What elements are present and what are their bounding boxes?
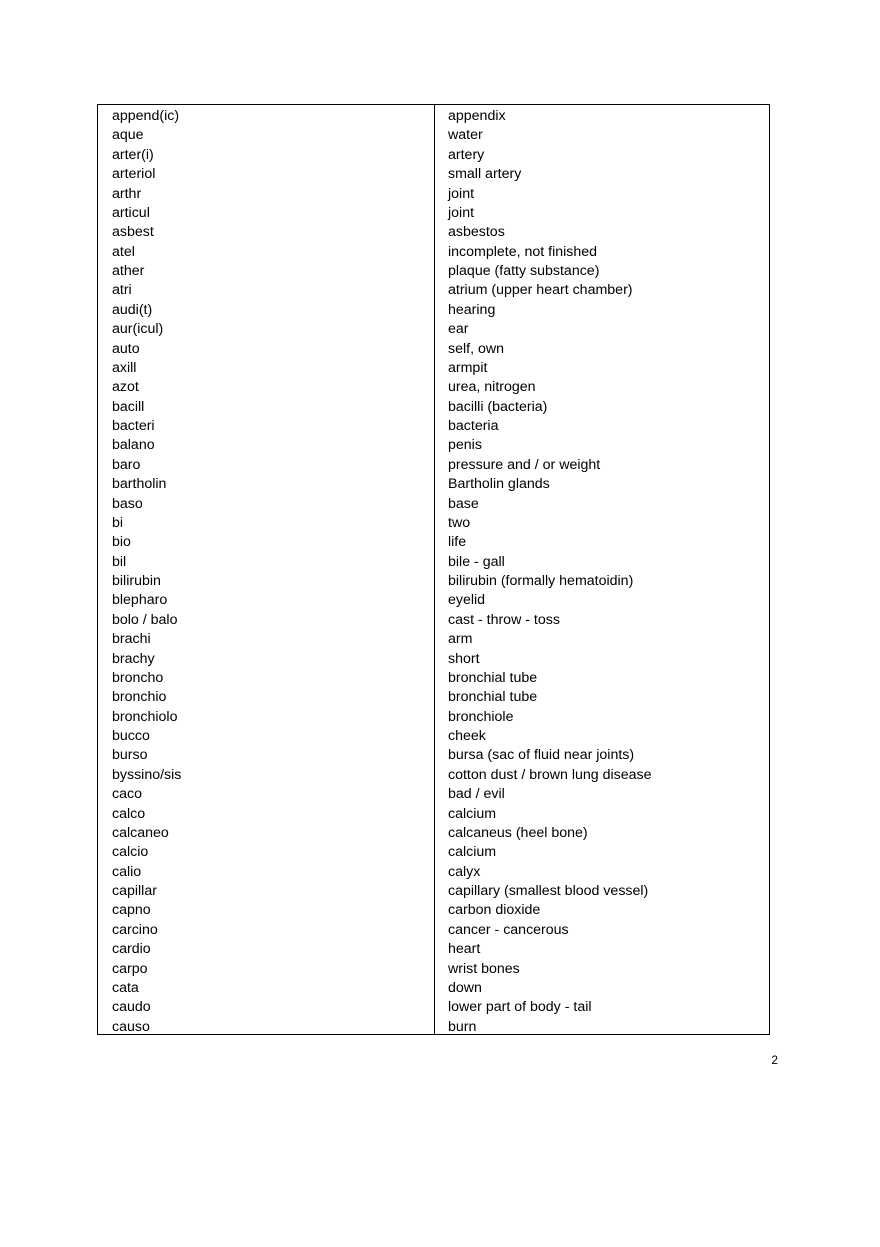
term-meaning: bile - gall <box>448 553 505 570</box>
term-meaning: short <box>448 650 480 667</box>
term-meaning: hearing <box>448 301 496 318</box>
term-meaning: joint <box>448 185 475 202</box>
term-root: capno <box>112 902 151 919</box>
term-meaning: down <box>448 979 482 996</box>
term-root: balano <box>112 437 155 454</box>
term-root: asbest <box>112 224 154 241</box>
term-root: caudo <box>112 999 151 1016</box>
term-meaning: carbon dioxide <box>448 902 541 919</box>
page-number: 2 <box>771 1053 778 1067</box>
term-meaning: lower part of body - tail <box>448 999 592 1016</box>
term-root: articul <box>112 204 150 221</box>
term-root: append(ic) <box>112 108 180 124</box>
term-meaning: cast - throw - toss <box>448 611 560 628</box>
term-meaning: joint <box>448 204 475 221</box>
term-meaning: capillary (smallest blood vessel) <box>448 883 649 899</box>
term-root: caco <box>112 786 142 803</box>
term-root: auto <box>112 340 140 357</box>
term-root: cardio <box>112 941 151 958</box>
term-root: calco <box>112 805 146 822</box>
term-root: carcino <box>112 921 158 938</box>
term-meaning: bronchiole <box>448 708 514 725</box>
term-root: bi <box>112 514 124 531</box>
term-root: baso <box>112 495 143 512</box>
term-root: audi(t) <box>112 301 153 318</box>
term-root: bronchiolo <box>112 708 178 725</box>
term-meaning: plaque (fatty substance) <box>448 263 600 279</box>
term-root: bilirubin <box>112 573 161 589</box>
term-meaning: life <box>448 534 467 551</box>
term-root: calcio <box>112 844 149 861</box>
term-root: azot <box>112 379 139 396</box>
term-meaning: calcium <box>448 844 497 861</box>
term-root: baro <box>112 456 141 473</box>
term-root: axill <box>112 359 137 376</box>
term-root: broncho <box>112 669 164 686</box>
term-meaning: bronchial tube <box>448 689 538 706</box>
roots-column <box>112 107 422 1037</box>
term-root: calio <box>112 863 142 880</box>
term-root: ather <box>112 263 145 279</box>
term-meaning: urea, nitrogen <box>448 379 536 396</box>
term-root: arter(i) <box>112 146 154 163</box>
term-meaning: self, own <box>448 340 504 357</box>
term-root: brachy <box>112 650 155 667</box>
term-meaning: heart <box>448 941 481 958</box>
term-meaning: cancer - cancerous <box>448 921 569 938</box>
term-meaning: ear <box>448 321 469 338</box>
term-meaning: bronchial tube <box>448 669 538 686</box>
term-root: carpo <box>112 960 148 977</box>
term-meaning: appendix <box>448 108 506 124</box>
term-meaning: atrium (upper heart chamber) <box>448 282 633 299</box>
term-meaning: armpit <box>448 359 488 376</box>
term-meaning: bacteria <box>448 418 499 434</box>
term-root: blepharo <box>112 592 168 609</box>
term-meaning: calyx <box>448 863 481 880</box>
term-meaning: incomplete, not finished <box>448 243 598 260</box>
term-meaning: penis <box>448 437 482 454</box>
term-meaning: wrist bones <box>448 960 520 977</box>
term-meaning: Bartholin glands <box>448 476 550 493</box>
term-meaning: arm <box>448 631 473 648</box>
term-meaning: bilirubin (formally hematoidin) <box>448 573 634 589</box>
term-meaning: cheek <box>448 728 486 744</box>
term-meaning: water <box>448 127 483 144</box>
term-root: aque <box>112 127 144 144</box>
term-root: atel <box>112 243 135 260</box>
term-meaning: eyelid <box>448 592 486 609</box>
term-meaning: artery <box>448 146 485 163</box>
term-root: bacill <box>112 398 145 415</box>
term-root: arteriol <box>112 166 156 183</box>
term-root: brachi <box>112 631 151 648</box>
term-root: causo <box>112 1018 150 1035</box>
meanings-column <box>448 107 766 1037</box>
term-meaning: bad / evil <box>448 786 505 803</box>
term-meaning: cotton dust / brown lung disease <box>448 766 652 783</box>
term-root: bio <box>112 534 131 551</box>
term-meaning: burn <box>448 1018 477 1035</box>
term-root: arthr <box>112 185 142 202</box>
term-meaning: two <box>448 514 471 531</box>
term-root: cata <box>112 979 139 996</box>
term-root: capillar <box>112 883 157 899</box>
term-root: bil <box>112 553 127 570</box>
term-meaning: calcaneus (heel bone) <box>448 824 588 841</box>
column-divider <box>434 105 435 1034</box>
glossary-table <box>97 104 770 1035</box>
term-root: bronchio <box>112 689 167 706</box>
term-meaning: bacilli (bacteria) <box>448 398 548 415</box>
term-meaning: base <box>448 495 479 512</box>
term-meaning: calcium <box>448 805 497 822</box>
term-root: bartholin <box>112 476 167 493</box>
term-root: bucco <box>112 728 150 744</box>
term-root: calcaneo <box>112 824 169 841</box>
term-root: bolo / balo <box>112 611 178 628</box>
term-meaning: bursa (sac of fluid near joints) <box>448 747 635 764</box>
term-root: bacteri <box>112 418 155 434</box>
term-meaning: pressure and / or weight <box>448 456 601 473</box>
term-root: atri <box>112 282 132 299</box>
term-meaning: asbestos <box>448 224 505 241</box>
term-root: byssino/sis <box>112 766 182 783</box>
term-root: aur(icul) <box>112 321 164 338</box>
term-root: burso <box>112 747 148 764</box>
term-meaning: small artery <box>448 166 522 183</box>
